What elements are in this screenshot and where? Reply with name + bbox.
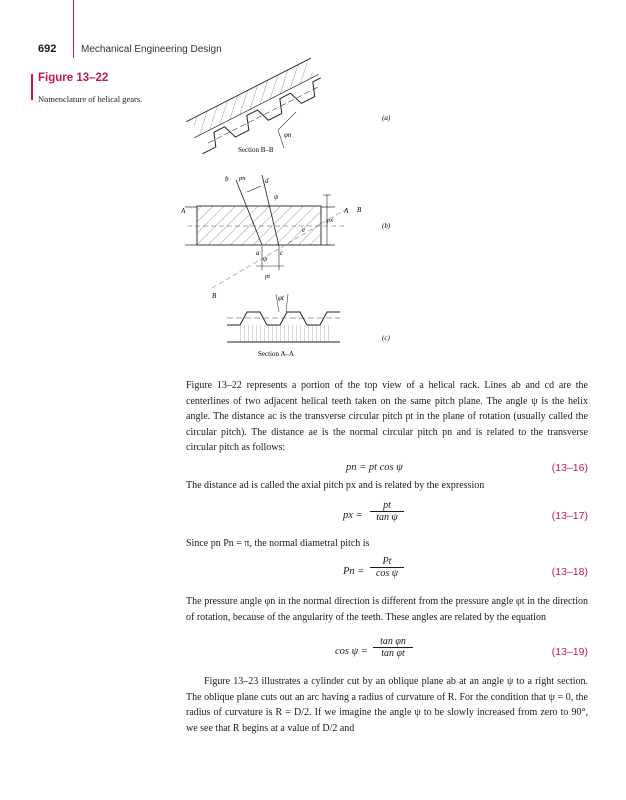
equation-13-18-fraction — [370, 556, 404, 579]
label-pn: pn — [239, 175, 246, 182]
label-A-left: A — [181, 207, 186, 215]
label-pt: pt — [265, 273, 271, 280]
label-psi-top: ψ — [274, 193, 279, 201]
label-B-left: B — [212, 292, 217, 300]
equation-13-19-fraction — [373, 636, 413, 659]
running-title: Mechanical Engineering Design — [81, 44, 222, 55]
equation-13-16: pn = pt cos ψ — [346, 462, 403, 473]
label-A-right: A — [344, 207, 349, 215]
fraction-numerator: Pt — [382, 556, 392, 567]
equation-number-13-16: (13–16) — [551, 462, 588, 474]
fraction-denominator: tan ψ — [370, 511, 404, 523]
equation-13-19-lhs: cos ψ = — [335, 646, 368, 657]
label-B-right: B — [357, 206, 362, 214]
label-d: d — [265, 177, 269, 185]
equation-13-17-lhs: px = — [343, 510, 363, 521]
part-c-label: (c) — [382, 334, 390, 342]
paragraph-2: The distance ad is called the axial pitch px and is related by the expression — [186, 480, 485, 491]
equation-13-18-lhs: Pn = — [343, 566, 365, 577]
equation-number-13-18: (13–18) — [551, 566, 588, 578]
phi-n-label: φn — [284, 131, 292, 139]
paragraph-3: Since pn Pn = π, the normal diametral pitch is — [186, 538, 370, 549]
phi-t-label: φt — [278, 294, 284, 302]
page-number: 692 — [38, 43, 57, 55]
fraction-denominator: cos ψ — [370, 567, 404, 579]
equation-number-13-17: (13–17) — [551, 510, 588, 522]
fraction-numerator: pt — [383, 500, 391, 511]
fraction-denominator: tan φt — [373, 647, 413, 659]
section-bb-drawing — [186, 58, 327, 154]
label-e: e — [302, 226, 306, 234]
label-a: a — [256, 249, 260, 257]
section-bb-label: Section B–B — [238, 146, 274, 154]
helical-gear-figure — [0, 0, 626, 370]
label-px: px — [327, 217, 334, 224]
rack-top-view — [185, 175, 350, 288]
label-b: b — [225, 175, 229, 183]
figure-label: Figure 13–22 — [38, 72, 109, 84]
label-c: c — [280, 249, 284, 257]
figure-caption: Nomenclature of helical gears. — [38, 94, 143, 104]
equation-13-17-fraction — [370, 500, 404, 523]
part-b-label: (b) — [382, 222, 391, 230]
paragraph-4: The pressure angle φn in the normal direction is different from the pressure angle φt in the direction of rotation, because of the angularity of the teeth. These angles are related by the equation — [186, 596, 588, 623]
section-aa-label: Section A–A — [258, 350, 294, 358]
part-a-label: (a) — [382, 114, 391, 122]
paragraph-5: Figure 13–23 illustrates a cylinder cut by an oblique plane ab at an angle ψ to a right section. The oblique plane cuts out an arc having a radius of curvature of R. For the condition that ψ = 0, the radius of curvature is R = D/2. If we imagine the angle ψ to be slowly increased from zero to 90°, we see that R begins at a value of D/2 and — [186, 676, 588, 734]
paragraph-1: Figure 13–22 represents a portion of the top view of a helical rack. Lines ab and cd are the centerlines of two adjacent helical teeth taken on the same pitch plane. The angle ψ is the helix angle. The distance ac is the transverse circular pitch pt in the plane of rotation (usually called the circular pitch). The distance ae is the normal circular pitch pn and is related to the transverse circular pitch as follows: — [186, 380, 588, 454]
fraction-numerator: tan φn — [380, 636, 406, 647]
equation-number-13-19: (13–19) — [551, 646, 588, 658]
label-psi-bottom: ψ — [263, 255, 268, 263]
